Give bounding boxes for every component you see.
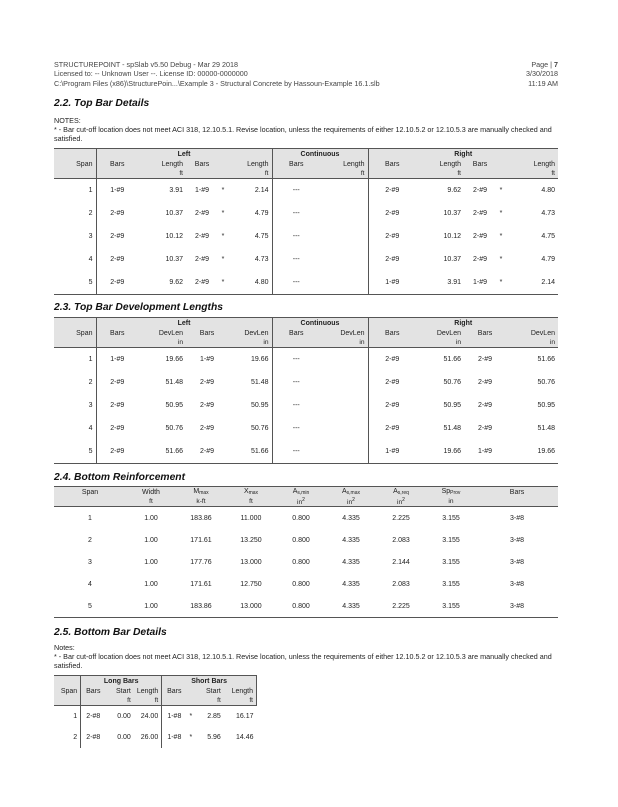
table-row: 1 1.00 183.86 11.000 0.800 4.335 2.225 3.155 3-#8 [88,514,524,522]
col-start: Start [195,686,223,696]
header-time: 11:19 AM [528,78,558,88]
table-row: 5 2-#9 9.62 2-#9 * 4.80 --- 1-#9 3.91 1-#9 * 2.14 [54,271,558,295]
bottom-reinforcement-table [54,486,558,618]
unit: ft [224,696,257,706]
unit: ft [416,169,464,179]
header-license: Licensed to: -- Unknown User --. License ID: 00000-0000000 [54,69,248,79]
unit: in [228,338,272,348]
dev-lengths-table [54,317,558,464]
col-span: Span [54,159,96,169]
col-length: Length [416,159,464,169]
unit: in [320,338,368,348]
unit: $in^2$ [326,497,376,507]
unit: ft [506,169,558,179]
col-devlen: DevLen [416,328,464,338]
top-bar-details-table [54,148,558,295]
group-right: Right [368,318,558,329]
col-bars: Bars [162,686,187,696]
col-bars: Bars [464,328,506,338]
unit: ft [138,169,186,179]
section-title-bottom-reinforcement: 2.4. Bottom Reinforcement [54,472,186,483]
unit: $in^2$ [276,497,326,507]
notes-bottom-bar [54,643,558,670]
table-row: 5 2-#9 51.66 2-#9 51.66 --- 1-#9 19.66 1-#9 19.66 [54,440,558,464]
group-left: Left [96,149,272,160]
col-asmax: $A_{s,max}$ [326,487,376,498]
unit: in [506,338,558,348]
group-continuous: Continuous [272,318,368,329]
group-long-bars: Long Bars [81,676,162,687]
col-bars: Bars [186,159,218,169]
col-width: Width [126,487,176,498]
col-asreq: $A_{s,req}$ [376,487,426,498]
table-row: 2 2-#9 51.48 2-#9 51.48 --- 2-#9 50.76 2-#9 50.76 [54,371,558,394]
table-row: 4 2-#9 50.76 2-#9 50.76 --- 2-#9 51.48 2-#9 51.48 [54,417,558,440]
header-page [526,60,558,69]
section-title-bottom-bar-details: 2.5. Bottom Bar Details [54,627,167,638]
col-length: Length [228,159,272,169]
table-row: 3 1.00 177.76 13.000 0.800 4.335 2.144 3.155 3-#8 [88,558,524,566]
unit: ft [226,497,276,507]
notes-label: NOTES: [54,116,81,125]
unit: ft [134,696,162,706]
group-short-bars: Short Bars [162,676,257,687]
header-filepath: C:\Program Files (x86)\StructurePoin...\Example 3 - Structural Concrete by Hassoun-Example 16.1.slb [54,78,380,88]
col-start: Start [105,686,133,696]
table-row: 1 1-#9 19.66 1-#9 19.66 --- 2-#9 51.66 2-#9 51.66 [54,348,558,372]
table-row: 4 2-#9 10.37 2-#9 * 4.73 --- 2-#9 10.37 2-#9 * 4.79 [54,248,558,271]
notes-text: * - Bar cut-off location does not meet ACI 318, 12.10.5.1. Revise location, unless the requirements of either 12.10.5.2 or 12.10.5.3 are manually checked and satisfied. [54,125,552,143]
col-bars: Bars [272,159,320,169]
section-title-top-bar-details: 2.2. Top Bar Details [54,98,150,109]
page-number: 7 [554,60,558,69]
group-left: Left [96,318,272,329]
col-bars: Bars [81,686,106,696]
header-program: STRUCTUREPOINT - spSlab v5.50 Debug - Mar 29 2018 [54,60,239,69]
group-right: Right [368,149,558,160]
col-devlen: DevLen [506,328,558,338]
unit: ft [195,696,223,706]
col-bars: Bars [368,328,416,338]
unit: ft [126,497,176,507]
col-bars: Bars [186,328,228,338]
col-bars: Bars [464,159,496,169]
unit: in [426,497,476,507]
header-date: 3/30/2018 [526,69,558,79]
col-span: Span [54,487,126,498]
unit: in [416,338,464,348]
notes-text: * - Bar cut-off location does not meet ACI 318, 12.10.5.1. Revise location, unless the requirements of either 12.10.5.2 or 12.10.5.3 are manually checked and satisfied. [54,652,552,670]
table-row: 2 2-#9 10.37 2-#9 * 4.79 --- 2-#9 10.37 2-#9 * 4.73 [54,202,558,225]
col-sp: $Sp_{Prov}$ [426,487,476,498]
col-length: Length [224,686,257,696]
bottom-bar-details-table [54,675,257,748]
col-span: Span [54,686,81,696]
unit: k-ft [176,497,226,507]
col-devlen: DevLen [228,328,272,338]
unit: ft [105,696,133,706]
col-length: Length [138,159,186,169]
section-title-dev-lengths: 2.3. Top Bar Development Lengths [54,302,223,313]
unit: ft [320,169,368,179]
table-row: 3 2-#9 10.12 2-#9 * 4.75 --- 2-#9 10.12 2-#9 * 4.75 [54,225,558,248]
notes-label: Notes: [54,643,75,652]
table-row: 2 1.00 171.61 13.250 0.800 4.335 2.083 3.155 3-#8 [88,536,524,544]
table-row: 1 2-#8 0.00 24.00 1-#8 * 2.85 16.17 [54,706,257,728]
col-asmin: $A_{s,min}$ [276,487,326,498]
page-label: Page | [531,60,554,69]
col-devlen: DevLen [320,328,368,338]
col-bars: Bars [476,487,558,498]
col-bars: Bars [368,159,416,169]
col-bars: Bars [272,328,320,338]
table-row: 2 2-#8 0.00 26.00 1-#8 * 5.96 14.46 [54,727,257,748]
table-row: 4 1.00 171.61 12.750 0.800 4.335 2.083 3.155 3-#8 [88,580,524,588]
col-xmax: $X_{max}$ [226,487,276,498]
col-length: Length [134,686,162,696]
group-continuous: Continuous [272,149,368,160]
notes-top-bar [54,116,558,143]
col-devlen: DevLen [138,328,186,338]
col-span: Span [54,328,96,338]
unit: $in^2$ [376,497,426,507]
unit: in [138,338,186,348]
col-length: Length [320,159,368,169]
table-row: 5 1.00 183.86 13.000 0.800 4.335 2.225 3.155 3-#8 [54,595,558,618]
col-mmax: $M_{max}$ [176,487,226,498]
unit: ft [228,169,272,179]
col-bars: Bars [96,159,138,169]
col-bars: Bars [96,328,138,338]
table-row: 3 2-#9 50.95 2-#9 50.95 --- 2-#9 50.95 2-#9 50.95 [54,394,558,417]
col-length: Length [506,159,558,169]
table-row: 1 1-#9 3.91 1-#9 * 2.14 --- 2-#9 9.62 2-#9 * 4.80 [54,179,558,203]
